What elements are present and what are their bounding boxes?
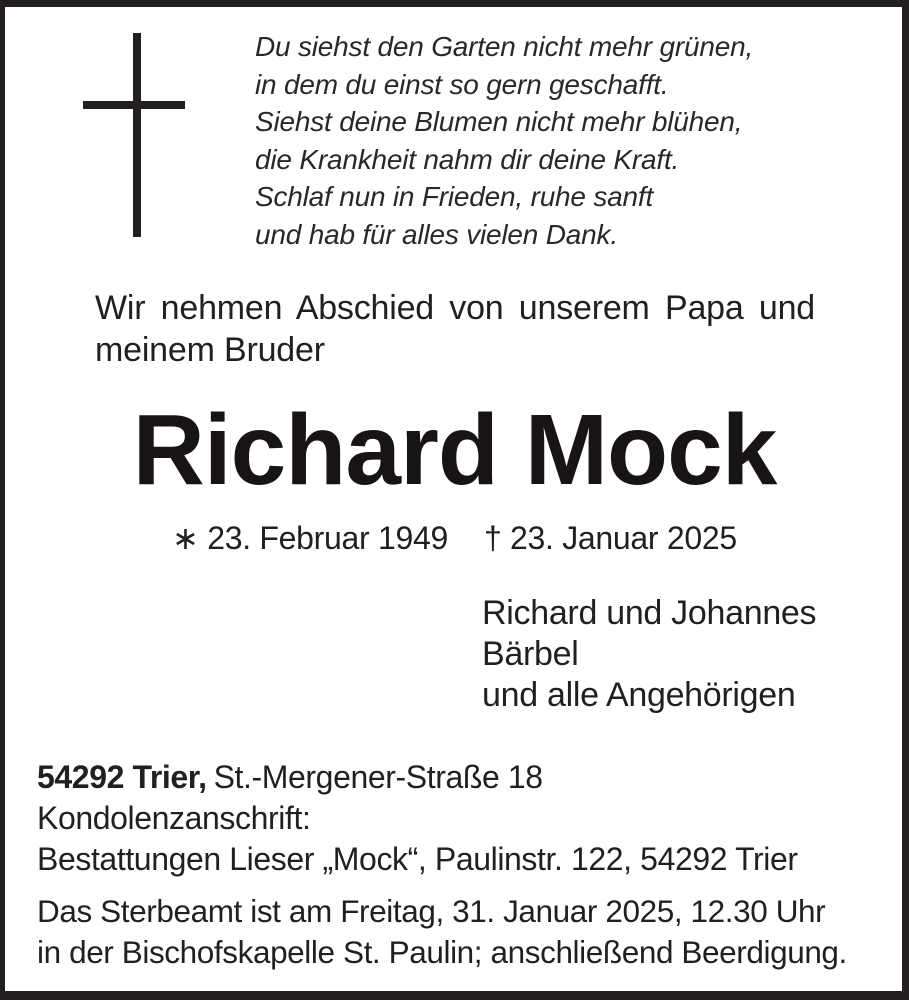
deceased-name: Richard Mock (132, 394, 777, 506)
poem-line: Schlaf nun in Frieden, ruhe sanft (255, 181, 654, 212)
poem-line: die Krankheit nahm dir deine Kraft. (255, 143, 680, 175)
mourner-line: und alle Angehörigen (482, 676, 796, 714)
residence-line (37, 757, 798, 798)
condolence-address: Bestattungen Lieser „Mock“, Paulinstr. 122, 54292 Trier (37, 841, 798, 877)
condolence-label: Kondolenzanschrift: (37, 800, 311, 836)
birth-date: ∗ 23. Februar 1949 (172, 520, 448, 556)
postal-city: 54292 Trier, (37, 759, 207, 795)
funeral-service-info (37, 891, 847, 973)
poem-line: in dem du einst so gern geschafft. (255, 68, 669, 100)
service-line: in der Bischofskapelle St. Paulin; anschließend Beerdigung. (37, 934, 847, 970)
memorial-poem (255, 28, 753, 253)
cross-vertical-bar (133, 33, 141, 237)
cross-horizontal-bar (83, 101, 185, 109)
farewell-line: Wir nehmen Abschied von unserem Papa und (95, 289, 815, 327)
farewell-line: meinem Bruder (95, 331, 325, 369)
mourners-list (482, 593, 816, 716)
poem-line: und hab für alles vielen Dank. (255, 218, 618, 250)
death-date: † 23. Januar 2025 (483, 520, 737, 556)
mourner-line: Richard und Johannes (482, 594, 817, 632)
poem-line: Siehst deine Blumen nicht mehr blühen, (255, 106, 743, 137)
address-block (37, 757, 798, 880)
farewell-text (95, 287, 815, 371)
mourner-line: Bärbel (482, 635, 579, 673)
service-line: Das Sterbeamt ist am Freitag, 31. Januar 2025, 12.30 Uhr (37, 893, 826, 929)
life-dates (0, 518, 909, 558)
street: St.-Mergener-Straße 18 (213, 759, 543, 795)
poem-line: Du siehst den Garten nicht mehr grünen, (255, 31, 754, 62)
